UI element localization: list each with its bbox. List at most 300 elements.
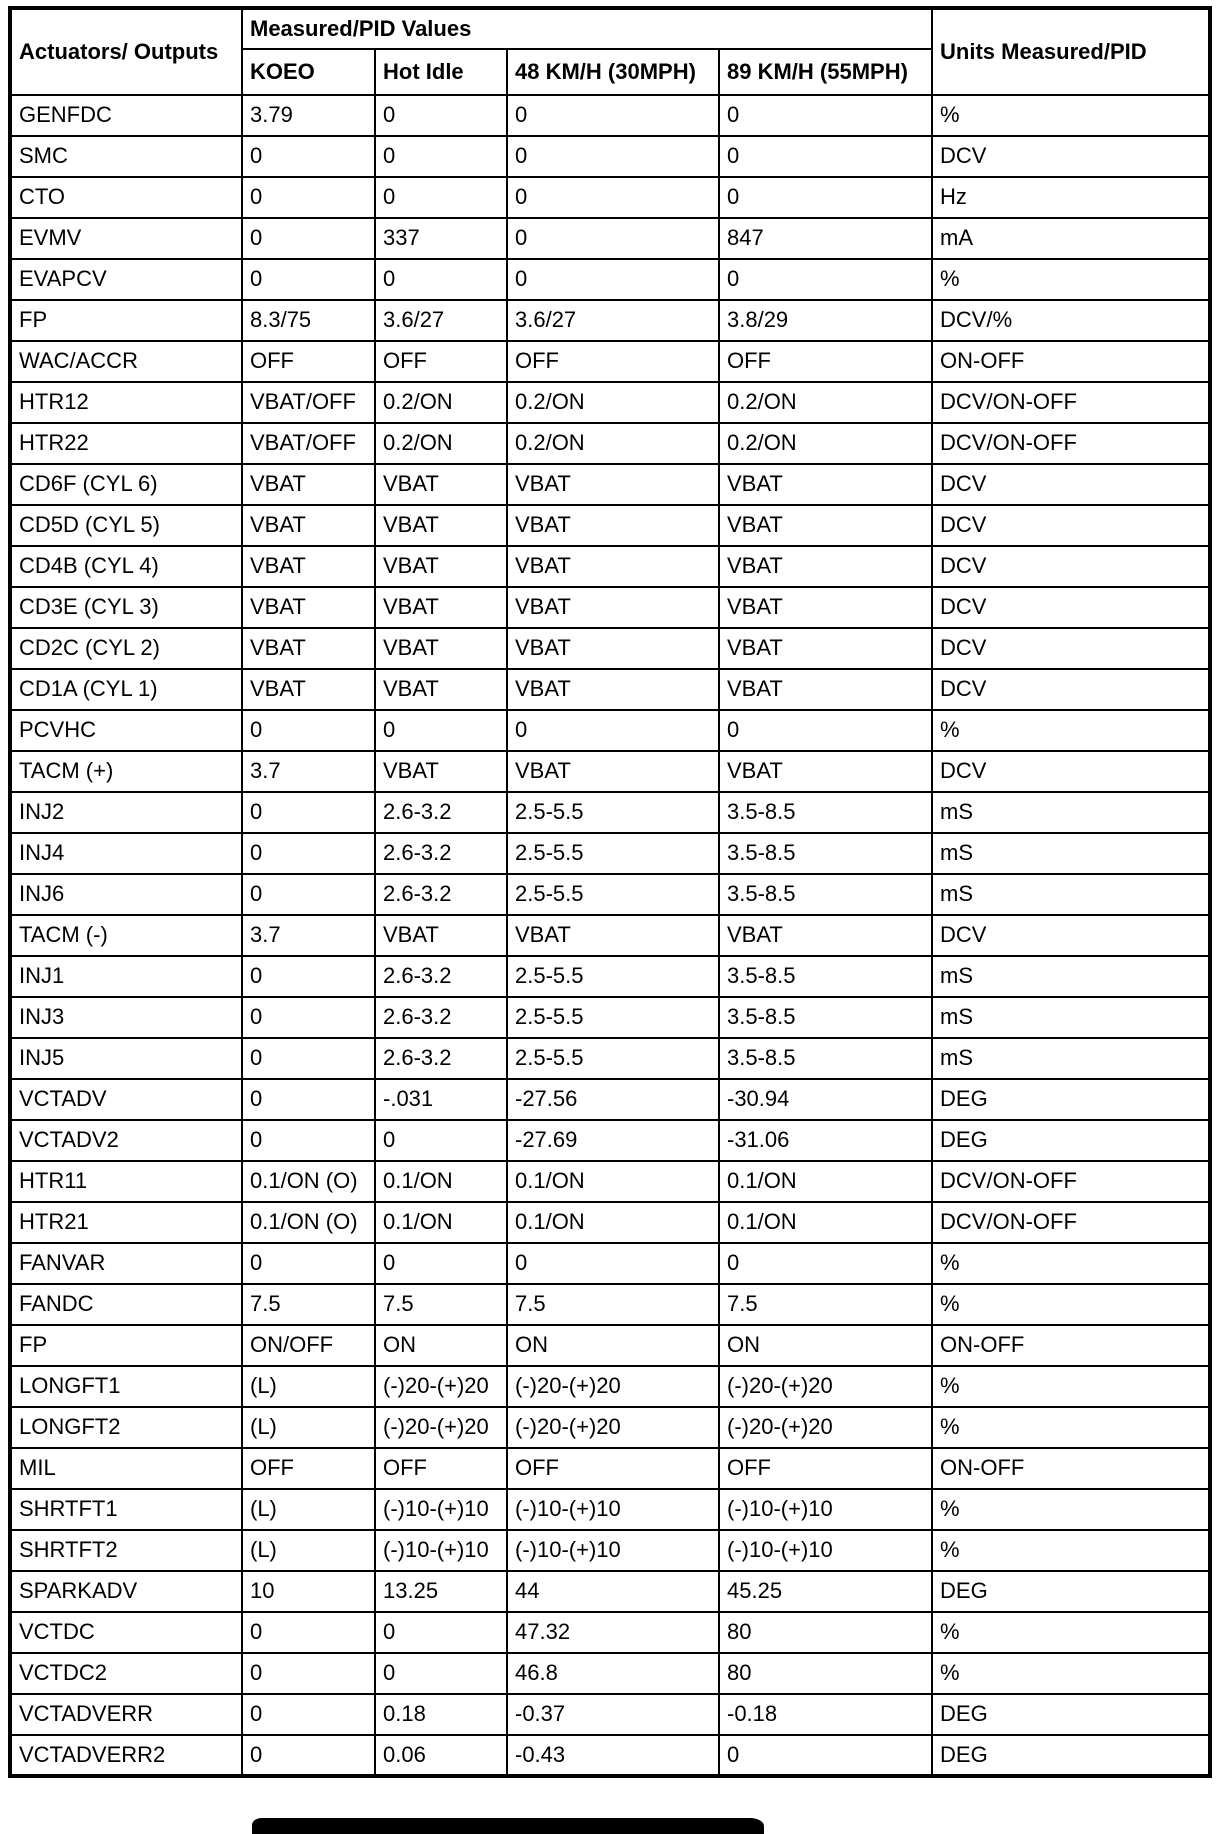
hot-idle-value-cell: VBAT xyxy=(375,628,507,669)
koeo-value-cell: (L) xyxy=(242,1530,375,1571)
hot-idle-value-cell: 2.6-3.2 xyxy=(375,956,507,997)
table-row xyxy=(10,1694,1210,1735)
kmh48-value-cell: 2.5-5.5 xyxy=(507,1038,719,1079)
actuator-name-cell: HTR11 xyxy=(10,1161,242,1202)
actuator-name-cell: CD5D (CYL 5) xyxy=(10,505,242,546)
hot-idle-value-cell: 13.25 xyxy=(375,1571,507,1612)
kmh48-value-cell: 2.5-5.5 xyxy=(507,874,719,915)
actuator-name-cell: FP xyxy=(10,1325,242,1366)
actuator-name-cell: EVAPCV xyxy=(10,259,242,300)
table-header xyxy=(10,8,1210,95)
koeo-value-cell: 0 xyxy=(242,833,375,874)
actuator-name-cell: CD6F (CYL 6) xyxy=(10,464,242,505)
units-value-cell: ON-OFF xyxy=(932,341,1210,382)
table-row xyxy=(10,1489,1210,1530)
kmh89-value-cell: VBAT xyxy=(719,505,932,546)
units-value-cell: DCV xyxy=(932,751,1210,792)
hot-idle-value-cell: (-)20-(+)20 xyxy=(375,1407,507,1448)
table-row xyxy=(10,1325,1210,1366)
koeo-value-cell: 0 xyxy=(242,1653,375,1694)
table-row xyxy=(10,300,1210,341)
units-value-cell: % xyxy=(932,1653,1210,1694)
actuator-name-cell: LONGFT2 xyxy=(10,1407,242,1448)
actuator-name-cell: HTR22 xyxy=(10,423,242,464)
table-row xyxy=(10,1448,1210,1489)
units-value-cell: % xyxy=(932,1366,1210,1407)
actuator-name-cell: HTR21 xyxy=(10,1202,242,1243)
kmh89-value-cell: (-)20-(+)20 xyxy=(719,1407,932,1448)
hot-idle-value-cell: OFF xyxy=(375,341,507,382)
table-row xyxy=(10,1079,1210,1120)
hot-idle-value-cell: VBAT xyxy=(375,587,507,628)
table-row xyxy=(10,1038,1210,1079)
koeo-value-cell: 0 xyxy=(242,874,375,915)
column-header-0: KOEO xyxy=(242,49,375,95)
units-value-cell: DCV/ON-OFF xyxy=(932,1161,1210,1202)
units-value-cell: % xyxy=(932,1407,1210,1448)
kmh89-value-cell: VBAT xyxy=(719,915,932,956)
kmh89-value-cell: 3.5-8.5 xyxy=(719,1038,932,1079)
units-value-cell: DCV xyxy=(932,628,1210,669)
actuator-name-cell: SMC xyxy=(10,136,242,177)
kmh48-value-cell: 2.5-5.5 xyxy=(507,997,719,1038)
units-value-cell: Hz xyxy=(932,177,1210,218)
koeo-value-cell: OFF xyxy=(242,341,375,382)
koeo-value-cell: 0 xyxy=(242,710,375,751)
column-header-3: 89 KM/H (55MPH) xyxy=(719,49,932,95)
table-row xyxy=(10,792,1210,833)
kmh89-value-cell: VBAT xyxy=(719,751,932,792)
actuator-name-cell: VCTDC xyxy=(10,1612,242,1653)
actuator-name-cell: INJ5 xyxy=(10,1038,242,1079)
units-value-cell: ON-OFF xyxy=(932,1325,1210,1366)
units-value-cell: DEG xyxy=(932,1694,1210,1735)
table-row xyxy=(10,505,1210,546)
table-row xyxy=(10,587,1210,628)
hot-idle-value-cell: (-)10-(+)10 xyxy=(375,1530,507,1571)
units-value-cell: DCV/ON-OFF xyxy=(932,1202,1210,1243)
table-row xyxy=(10,874,1210,915)
hot-idle-value-cell: (-)20-(+)20 xyxy=(375,1366,507,1407)
koeo-value-cell: VBAT xyxy=(242,505,375,546)
kmh48-value-cell: 0.2/ON xyxy=(507,382,719,423)
kmh89-value-cell: 3.5-8.5 xyxy=(719,997,932,1038)
koeo-value-cell: 3.7 xyxy=(242,751,375,792)
koeo-value-cell: (L) xyxy=(242,1366,375,1407)
kmh89-value-cell: (-)10-(+)10 xyxy=(719,1530,932,1571)
table-row xyxy=(10,751,1210,792)
koeo-value-cell: 0 xyxy=(242,1243,375,1284)
table-row xyxy=(10,177,1210,218)
table-row xyxy=(10,956,1210,997)
kmh48-value-cell: VBAT xyxy=(507,628,719,669)
hot-idle-value-cell: OFF xyxy=(375,1448,507,1489)
hot-idle-value-cell: 0 xyxy=(375,710,507,751)
units-value-cell: % xyxy=(932,95,1210,136)
column-header-2: 48 KM/H (30MPH) xyxy=(507,49,719,95)
hot-idle-value-cell: 2.6-3.2 xyxy=(375,874,507,915)
units-value-cell: mS xyxy=(932,1038,1210,1079)
units-value-cell: % xyxy=(932,259,1210,300)
hot-idle-value-cell: 0.1/ON xyxy=(375,1161,507,1202)
kmh89-value-cell: OFF xyxy=(719,1448,932,1489)
kmh89-value-cell: 7.5 xyxy=(719,1284,932,1325)
kmh48-value-cell: (-)10-(+)10 xyxy=(507,1530,719,1571)
kmh89-value-cell: VBAT xyxy=(719,628,932,669)
kmh48-value-cell: VBAT xyxy=(507,546,719,587)
units-value-cell: DEG xyxy=(932,1120,1210,1161)
hot-idle-value-cell: VBAT xyxy=(375,915,507,956)
hot-idle-value-cell: 0 xyxy=(375,136,507,177)
hot-idle-value-cell: 0 xyxy=(375,259,507,300)
table-row xyxy=(10,1653,1210,1694)
hot-idle-value-cell: 3.6/27 xyxy=(375,300,507,341)
kmh89-value-cell: -31.06 xyxy=(719,1120,932,1161)
kmh89-value-cell: 80 xyxy=(719,1653,932,1694)
hot-idle-value-cell: 2.6-3.2 xyxy=(375,792,507,833)
hot-idle-value-cell: 0.1/ON xyxy=(375,1202,507,1243)
kmh48-value-cell: 0 xyxy=(507,710,719,751)
koeo-value-cell: 10 xyxy=(242,1571,375,1612)
kmh48-value-cell: 7.5 xyxy=(507,1284,719,1325)
hot-idle-value-cell: ON xyxy=(375,1325,507,1366)
actuator-output-table xyxy=(8,6,1212,1778)
actuator-name-cell: TACM (-) xyxy=(10,915,242,956)
units-value-cell: ON-OFF xyxy=(932,1448,1210,1489)
table-row xyxy=(10,915,1210,956)
table-row xyxy=(10,382,1210,423)
table-row xyxy=(10,1571,1210,1612)
actuator-name-cell: INJ6 xyxy=(10,874,242,915)
units-value-cell: mS xyxy=(932,833,1210,874)
table-row xyxy=(10,1284,1210,1325)
koeo-value-cell: 0 xyxy=(242,1079,375,1120)
actuator-name-cell: CD4B (CYL 4) xyxy=(10,546,242,587)
actuator-name-cell: HTR12 xyxy=(10,382,242,423)
kmh89-value-cell: 0 xyxy=(719,710,932,751)
hot-idle-value-cell: 0 xyxy=(375,1653,507,1694)
kmh89-value-cell: 45.25 xyxy=(719,1571,932,1612)
kmh48-value-cell: ON xyxy=(507,1325,719,1366)
actuator-name-cell: INJ1 xyxy=(10,956,242,997)
kmh48-value-cell: (-)10-(+)10 xyxy=(507,1489,719,1530)
document-page xyxy=(8,6,1212,1778)
units-value-cell: % xyxy=(932,1284,1210,1325)
actuator-name-cell: EVMV xyxy=(10,218,242,259)
table-row xyxy=(10,1120,1210,1161)
actuator-name-cell: MIL xyxy=(10,1448,242,1489)
kmh48-value-cell: 0.1/ON xyxy=(507,1161,719,1202)
kmh89-value-cell: 847 xyxy=(719,218,932,259)
actuator-name-cell: PCVHC xyxy=(10,710,242,751)
kmh89-value-cell: 3.8/29 xyxy=(719,300,932,341)
koeo-value-cell: 3.7 xyxy=(242,915,375,956)
actuator-name-cell: VCTADVERR xyxy=(10,1694,242,1735)
hot-idle-value-cell: VBAT xyxy=(375,546,507,587)
hot-idle-value-cell: 0.06 xyxy=(375,1735,507,1776)
hot-idle-value-cell: VBAT xyxy=(375,464,507,505)
table-row xyxy=(10,1530,1210,1571)
kmh48-value-cell: 0 xyxy=(507,259,719,300)
koeo-value-cell: 0 xyxy=(242,1694,375,1735)
koeo-value-cell: 0 xyxy=(242,1735,375,1776)
table-row xyxy=(10,1161,1210,1202)
actuator-name-cell: SHRTFT2 xyxy=(10,1530,242,1571)
table-row xyxy=(10,259,1210,300)
hot-idle-value-cell: 0 xyxy=(375,1243,507,1284)
actuator-name-cell: INJ2 xyxy=(10,792,242,833)
units-value-cell: mA xyxy=(932,218,1210,259)
units-value-cell: DCV xyxy=(932,587,1210,628)
koeo-value-cell: VBAT xyxy=(242,669,375,710)
kmh89-value-cell: 3.5-8.5 xyxy=(719,874,932,915)
koeo-value-cell: ON/OFF xyxy=(242,1325,375,1366)
kmh48-value-cell: 44 xyxy=(507,1571,719,1612)
koeo-value-cell: 0.1/ON (O) xyxy=(242,1161,375,1202)
kmh89-value-cell: 0 xyxy=(719,1243,932,1284)
units-value-cell: DCV xyxy=(932,669,1210,710)
kmh89-value-cell: 0 xyxy=(719,95,932,136)
column-header-actuators-outputs: Actuators/ Outputs xyxy=(10,8,242,95)
table-row xyxy=(10,1202,1210,1243)
kmh48-value-cell: VBAT xyxy=(507,669,719,710)
units-value-cell: % xyxy=(932,1489,1210,1530)
group-header-row xyxy=(10,8,1210,49)
kmh89-value-cell: VBAT xyxy=(719,464,932,505)
kmh89-value-cell: 80 xyxy=(719,1612,932,1653)
units-value-cell: DCV/% xyxy=(932,300,1210,341)
hot-idle-value-cell: VBAT xyxy=(375,669,507,710)
table-row xyxy=(10,833,1210,874)
hot-idle-value-cell: 0 xyxy=(375,177,507,218)
units-value-cell: DCV xyxy=(932,546,1210,587)
units-value-cell: DEG xyxy=(932,1571,1210,1612)
kmh89-value-cell: 3.5-8.5 xyxy=(719,833,932,874)
actuator-name-cell: FANDC xyxy=(10,1284,242,1325)
kmh48-value-cell: (-)20-(+)20 xyxy=(507,1366,719,1407)
koeo-value-cell: VBAT xyxy=(242,546,375,587)
table-row xyxy=(10,669,1210,710)
koeo-value-cell: 0 xyxy=(242,1612,375,1653)
kmh89-value-cell: 3.5-8.5 xyxy=(719,792,932,833)
table-row xyxy=(10,95,1210,136)
koeo-value-cell: 0 xyxy=(242,218,375,259)
hot-idle-value-cell: 0.18 xyxy=(375,1694,507,1735)
kmh48-value-cell: 2.5-5.5 xyxy=(507,833,719,874)
kmh48-value-cell: 0 xyxy=(507,177,719,218)
kmh89-value-cell: VBAT xyxy=(719,546,932,587)
kmh48-value-cell: 0.1/ON xyxy=(507,1202,719,1243)
koeo-value-cell: VBAT/OFF xyxy=(242,423,375,464)
kmh48-value-cell: 2.5-5.5 xyxy=(507,956,719,997)
table-row xyxy=(10,628,1210,669)
koeo-value-cell: 3.79 xyxy=(242,95,375,136)
units-value-cell: % xyxy=(932,1530,1210,1571)
actuator-name-cell: LONGFT1 xyxy=(10,1366,242,1407)
kmh48-value-cell: 0 xyxy=(507,1243,719,1284)
units-value-cell: % xyxy=(932,710,1210,751)
units-value-cell: mS xyxy=(932,792,1210,833)
table-row xyxy=(10,1366,1210,1407)
kmh89-value-cell: 0 xyxy=(719,136,932,177)
table-row xyxy=(10,1735,1210,1776)
actuator-name-cell: WAC/ACCR xyxy=(10,341,242,382)
hot-idle-value-cell: 0.2/ON xyxy=(375,423,507,464)
table-row xyxy=(10,1407,1210,1448)
scan-artifact-bar xyxy=(252,1818,764,1834)
group-header-measured-pid-values: Measured/PID Values xyxy=(242,8,932,49)
kmh48-value-cell: 2.5-5.5 xyxy=(507,792,719,833)
units-value-cell: DCV/ON-OFF xyxy=(932,382,1210,423)
kmh48-value-cell: 0 xyxy=(507,95,719,136)
actuator-name-cell: CTO xyxy=(10,177,242,218)
kmh48-value-cell: -0.43 xyxy=(507,1735,719,1776)
actuator-name-cell: FP xyxy=(10,300,242,341)
hot-idle-value-cell: 2.6-3.2 xyxy=(375,1038,507,1079)
table-body xyxy=(10,95,1210,1776)
actuator-name-cell: CD1A (CYL 1) xyxy=(10,669,242,710)
actuator-name-cell: GENFDC xyxy=(10,95,242,136)
units-value-cell: DEG xyxy=(932,1079,1210,1120)
actuator-name-cell: VCTADV xyxy=(10,1079,242,1120)
koeo-value-cell: VBAT/OFF xyxy=(242,382,375,423)
hot-idle-value-cell: 0 xyxy=(375,1120,507,1161)
actuator-name-cell: SHRTFT1 xyxy=(10,1489,242,1530)
kmh89-value-cell: 0 xyxy=(719,1735,932,1776)
table-row xyxy=(10,423,1210,464)
koeo-value-cell: (L) xyxy=(242,1407,375,1448)
table-row xyxy=(10,464,1210,505)
table-row xyxy=(10,710,1210,751)
kmh48-value-cell: (-)20-(+)20 xyxy=(507,1407,719,1448)
kmh89-value-cell: ON xyxy=(719,1325,932,1366)
hot-idle-value-cell: (-)10-(+)10 xyxy=(375,1489,507,1530)
kmh89-value-cell: 0.2/ON xyxy=(719,423,932,464)
kmh48-value-cell: VBAT xyxy=(507,587,719,628)
koeo-value-cell: OFF xyxy=(242,1448,375,1489)
koeo-value-cell: (L) xyxy=(242,1489,375,1530)
units-value-cell: DCV xyxy=(932,915,1210,956)
units-value-cell: DEG xyxy=(932,1735,1210,1776)
koeo-value-cell: VBAT xyxy=(242,628,375,669)
kmh48-value-cell: 0.2/ON xyxy=(507,423,719,464)
koeo-value-cell: VBAT xyxy=(242,464,375,505)
kmh89-value-cell: -0.18 xyxy=(719,1694,932,1735)
kmh48-value-cell: VBAT xyxy=(507,464,719,505)
kmh89-value-cell: 0 xyxy=(719,177,932,218)
hot-idle-value-cell: 2.6-3.2 xyxy=(375,997,507,1038)
units-value-cell: DCV xyxy=(932,505,1210,546)
units-value-cell: mS xyxy=(932,997,1210,1038)
table-row xyxy=(10,136,1210,177)
koeo-value-cell: 0 xyxy=(242,136,375,177)
koeo-value-cell: 0 xyxy=(242,1120,375,1161)
hot-idle-value-cell: 337 xyxy=(375,218,507,259)
actuator-name-cell: INJ3 xyxy=(10,997,242,1038)
kmh89-value-cell: 0.1/ON xyxy=(719,1161,932,1202)
units-value-cell: mS xyxy=(932,956,1210,997)
kmh89-value-cell: (-)10-(+)10 xyxy=(719,1489,932,1530)
kmh48-value-cell: OFF xyxy=(507,1448,719,1489)
kmh48-value-cell: -27.69 xyxy=(507,1120,719,1161)
hot-idle-value-cell: 7.5 xyxy=(375,1284,507,1325)
table-row xyxy=(10,218,1210,259)
koeo-value-cell: 0 xyxy=(242,177,375,218)
kmh48-value-cell: 0 xyxy=(507,218,719,259)
kmh48-value-cell: VBAT xyxy=(507,751,719,792)
koeo-value-cell: 0 xyxy=(242,956,375,997)
koeo-value-cell: 0 xyxy=(242,792,375,833)
kmh48-value-cell: -0.37 xyxy=(507,1694,719,1735)
column-header-1: Hot Idle xyxy=(375,49,507,95)
kmh89-value-cell: VBAT xyxy=(719,669,932,710)
units-value-cell: DCV/ON-OFF xyxy=(932,423,1210,464)
units-value-cell: DCV xyxy=(932,136,1210,177)
units-value-cell: % xyxy=(932,1612,1210,1653)
koeo-value-cell: 7.5 xyxy=(242,1284,375,1325)
kmh48-value-cell: 46.8 xyxy=(507,1653,719,1694)
actuator-name-cell: CD3E (CYL 3) xyxy=(10,587,242,628)
table-row xyxy=(10,341,1210,382)
actuator-name-cell: CD2C (CYL 2) xyxy=(10,628,242,669)
kmh48-value-cell: 47.32 xyxy=(507,1612,719,1653)
table-row xyxy=(10,1243,1210,1284)
hot-idle-value-cell: 0 xyxy=(375,1612,507,1653)
kmh89-value-cell: 0.2/ON xyxy=(719,382,932,423)
kmh48-value-cell: VBAT xyxy=(507,505,719,546)
koeo-value-cell: 0 xyxy=(242,1038,375,1079)
kmh48-value-cell: 3.6/27 xyxy=(507,300,719,341)
kmh48-value-cell: -27.56 xyxy=(507,1079,719,1120)
column-header-units-measured-pid: Units Measured/PID xyxy=(932,8,1210,95)
actuator-name-cell: TACM (+) xyxy=(10,751,242,792)
actuator-name-cell: FANVAR xyxy=(10,1243,242,1284)
kmh48-value-cell: VBAT xyxy=(507,915,719,956)
units-value-cell: DCV xyxy=(932,464,1210,505)
table-row xyxy=(10,1612,1210,1653)
kmh89-value-cell: OFF xyxy=(719,341,932,382)
koeo-value-cell: 8.3/75 xyxy=(242,300,375,341)
koeo-value-cell: 0 xyxy=(242,259,375,300)
table-row xyxy=(10,546,1210,587)
koeo-value-cell: 0.1/ON (O) xyxy=(242,1202,375,1243)
hot-idle-value-cell: 2.6-3.2 xyxy=(375,833,507,874)
kmh89-value-cell: -30.94 xyxy=(719,1079,932,1120)
koeo-value-cell: 0 xyxy=(242,997,375,1038)
actuator-name-cell: VCTADV2 xyxy=(10,1120,242,1161)
hot-idle-value-cell: VBAT xyxy=(375,751,507,792)
hot-idle-value-cell: -.031 xyxy=(375,1079,507,1120)
hot-idle-value-cell: 0.2/ON xyxy=(375,382,507,423)
kmh48-value-cell: OFF xyxy=(507,341,719,382)
units-value-cell: mS xyxy=(932,874,1210,915)
kmh89-value-cell: 0.1/ON xyxy=(719,1202,932,1243)
actuator-name-cell: INJ4 xyxy=(10,833,242,874)
actuator-name-cell: VCTDC2 xyxy=(10,1653,242,1694)
actuator-name-cell: SPARKADV xyxy=(10,1571,242,1612)
hot-idle-value-cell: VBAT xyxy=(375,505,507,546)
kmh89-value-cell: (-)20-(+)20 xyxy=(719,1366,932,1407)
kmh89-value-cell: VBAT xyxy=(719,587,932,628)
units-value-cell: % xyxy=(932,1243,1210,1284)
kmh89-value-cell: 0 xyxy=(719,259,932,300)
kmh89-value-cell: 3.5-8.5 xyxy=(719,956,932,997)
koeo-value-cell: VBAT xyxy=(242,587,375,628)
actuator-name-cell: VCTADVERR2 xyxy=(10,1735,242,1776)
table-row xyxy=(10,997,1210,1038)
kmh48-value-cell: 0 xyxy=(507,136,719,177)
hot-idle-value-cell: 0 xyxy=(375,95,507,136)
